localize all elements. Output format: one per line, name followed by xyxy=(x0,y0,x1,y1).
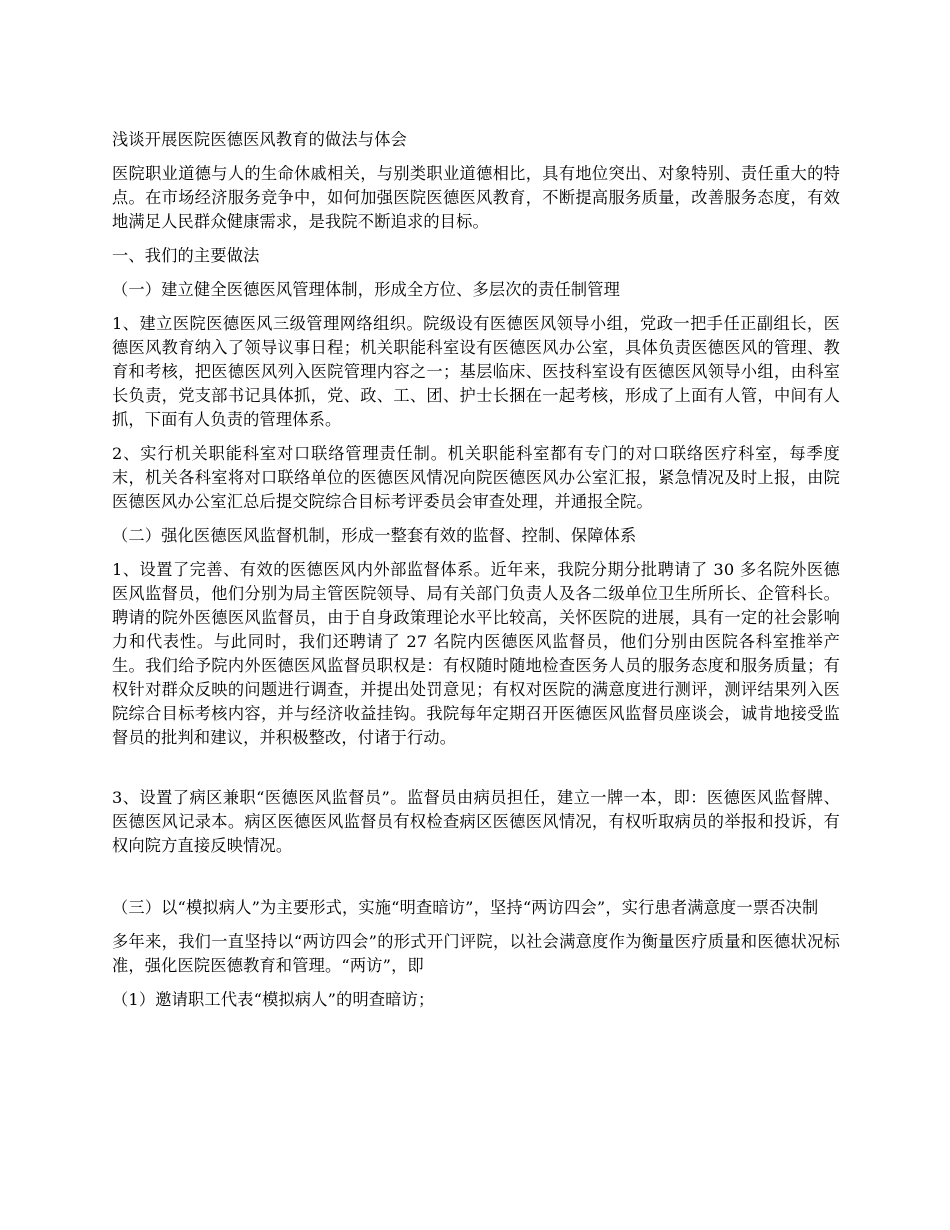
intro-paragraph: 医院职业道德与人的生命休戚相关，与别类职业道德相比，具有地位突出、对象特别、责任重大的特点。在市场经济服务竞争中，如何加强医院医德医风教育，不断提高服务质量，改善服务态度，有效地满足人民群众健康需求，是我院不断追求的目标。 xyxy=(112,164,840,231)
paragraph-ward-supervisors: 3、设置了病区兼职“医德医风监督员”。监督员由病员担任，建立一牌一本，即：医德医风监督牌、医德医风记录本。病区医德医风监督员有权检查病区医德医风情况，有权听取病员的举报和投诉，有权向院方直接反映情况。 xyxy=(112,788,840,855)
subsection-heading-1: （一）建立健全医德医风管理体制，形成全方位、多层次的责任制管理 xyxy=(112,280,621,299)
paragraph-liaison-responsibility: 2、实行机关职能科室对口联络管理责任制。机关职能科室都有专门的对口联络医疗科室，每季度末，机关各科室将对口联络单位的医德医风情况向院医德医风办公室汇报，紧急情况及时上报，由院医德医风办公室汇总后提交院综合目标考评委员会审查处理，并通报全院。 xyxy=(112,444,840,511)
paragraph-two-visits-four-meetings: 多年来，我们一直坚持以“两访四会”的形式开门评院，以社会满意度作为衡量医疗质量和医德状况标准，强化医院医德教育和管理。“两访”，即 xyxy=(112,932,840,975)
subsection-heading-2: （二）强化医德医风监督机制，形成一整套有效的监督、控制、保障体系 xyxy=(112,526,637,545)
section-heading-main-practices: 一、我们的主要做法 xyxy=(112,246,260,265)
subsection-heading-3: （三）以“模拟病人”为主要形式，实施“明查暗访”，坚持“两访四会”，实行患者满意度一票否决制 xyxy=(112,898,819,917)
paragraph-management-network: 1、建立医院医德医风三级管理网络组织。院级设有医德医风领导小组，党政一把手任正副组长，医德医风教育纳入了领导议事日程；机关职能科室设有医德医风办公室，具体负责医德医风的管理、教育和考核，把医德医风列入医院管理内容之一；基层临床、医技科室设有医德医风领导小组，由科室长负责，党支部书记具体抓，党、政、工、团、护士长捆在一起考核，形成了上面有人管，中间有人抓，下面有人负责的管理体系。 xyxy=(112,314,840,429)
document-title: 浅谈开展医院医德医风教育的做法与体会 xyxy=(112,130,407,149)
document-page xyxy=(112,128,840,1022)
paragraph-supervision-system: 1、设置了完善、有效的医德医风内外部监督体系。近年来，我院分期分批聘请了 30 多名院外医德医风监督员，他们分别为局主管医院领导、局有关部门负责人及各二级单位卫生所所长、企管科长。聘请的院外医德医风监督员，由于自身政策理论水平比较高，关怀医院的进展，具有一定的社会影响力和代表性。与此同时，我们还聘请了 27 名院内医德医风监督员，他们分别由医院各科室推举产生。我们给予院内外医德医风监督员职权是：有权随时随地检查医务人员的服务态度和服务质量；有权针对群众反映的问题进行调查，并提出处罚意见；有权对医院的满意度进行测评，测评结果列入医院综合目标考核内容，并与经济收益挂钩。我院每年定期召开医德医风监督员座谈会，诚肯地接受监督员的批判和建议，并积极整改，付诸于行动。 xyxy=(112,560,840,747)
list-item-mock-patient: （1）邀请职工代表“模拟病人”的明查暗访； xyxy=(112,990,435,1009)
